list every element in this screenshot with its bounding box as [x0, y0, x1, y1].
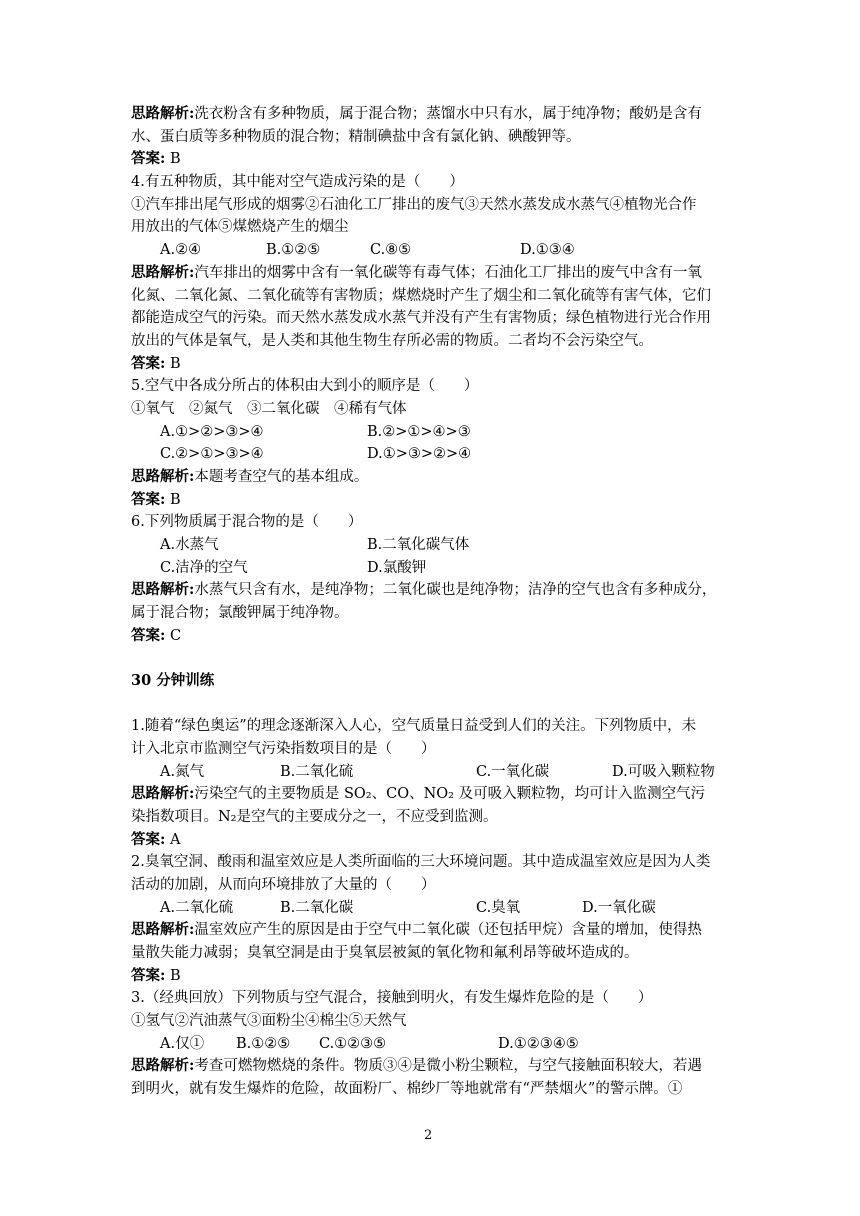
option-c: C.⑧⑤ — [370, 242, 412, 258]
question-6: 6.下列物质属于混合物的是（ ） — [131, 514, 363, 530]
text-line: 都能造成空气的污染。而天然水蒸发成水蒸气并没有产生有害物质；绿色植物进行光合作用 — [131, 310, 711, 326]
text-line: 活动的加剧，从而向环境排放了大量的（ ） — [131, 877, 436, 893]
analysis-label: 思路解析: — [131, 105, 195, 122]
analysis-label: 思路解析: — [131, 581, 195, 598]
question-1: 1.随着“绿色奥运”的理念逐渐深入人心，空气质量日益受到人们的关注。下列物质中，未 — [131, 718, 697, 734]
option-d: D.①③④ — [520, 242, 575, 258]
page-number: 2 — [424, 1128, 433, 1143]
analysis-text: 污染空气的主要物质是 SO₂、CO、NO₂ 及可吸入颗粒物，均可计入监测空气污 — [194, 786, 706, 802]
option-c: C.②>①>③>④ — [160, 446, 264, 462]
text-line: 属于混合物；氯酸钾属于纯净物。 — [131, 605, 349, 621]
text-line: 水、蛋白质等多种物质的混合物；精制碘盐中含有氯化钠、碘酸钾等。 — [131, 129, 581, 145]
question-4: 4.有五种物质，其中能对空气造成污染的是（ ） — [131, 174, 464, 190]
analysis-text: 洗衣粉含有多种物质，属于混合物；蒸馏水中只有水，属于纯净物；酸奶是含有 — [194, 106, 702, 122]
answer-label: 答案: — [131, 491, 166, 508]
answer-label: 答案: — [131, 627, 166, 644]
answer-label: 答案: — [131, 150, 166, 167]
answer-value: B — [165, 151, 181, 167]
option-b: B.二氧化碳 — [280, 900, 354, 916]
option-a: A.氮气 — [160, 764, 205, 780]
option-b: B.①②⑤ — [266, 242, 321, 258]
option-c: C.臭氧 — [476, 900, 521, 916]
answer-label: 答案: — [131, 967, 166, 984]
analysis-text: 考查可燃物燃烧的条件。物质③④是微小粉尘颗粒，与空气接触面积较大，若遇 — [194, 1058, 702, 1074]
analysis-line — [131, 262, 702, 284]
answer-label: 答案: — [131, 831, 166, 848]
answer-label: 答案: — [131, 355, 166, 372]
option-b: B.②>①>④>③ — [367, 424, 471, 440]
answer-value: B — [165, 492, 181, 508]
text-line: 化氮、二氧化氮、二氧化硫等有害物质；煤燃烧时产生了烟尘和二氧化硫等有害气体，它们 — [131, 288, 711, 304]
question-2: 2.臭氧空洞、酸雨和温室效应是人类所面临的三大环境问题。其中造成温室效应是因为人类 — [131, 854, 711, 870]
analysis-line — [131, 783, 705, 805]
answer-value: C — [165, 628, 182, 644]
analysis-label: 思路解析: — [131, 785, 195, 802]
option-d: D.可吸入颗粒物 — [612, 764, 715, 780]
text-line: 到明火，就有发生爆炸的危险，故面粉厂、棉纱厂等地就常有“严禁烟火”的警示牌。① — [131, 1081, 683, 1097]
answer-line — [131, 625, 181, 647]
answer-value: A — [165, 832, 181, 848]
text-line: ①氢气②汽油蒸气③面粉尘④棉尘⑤天然气 — [131, 1013, 407, 1029]
answer-line — [131, 148, 181, 170]
option-a: A.②④ — [160, 242, 202, 258]
text-line: 放出的气体是氧气，是人类和其他生物生存所必需的物质。二者均不会污染空气。 — [131, 333, 653, 349]
analysis-text: 水蒸气只含有水，是纯净物；二氧化碳也是纯净物；洁净的空气也含有多种成分， — [194, 582, 717, 598]
option-c: C.①②③⑤ — [319, 1036, 387, 1052]
analysis-label: 思路解析: — [131, 264, 195, 281]
text-line: 用放出的气体⑤煤燃烧产生的烟尘 — [131, 219, 349, 235]
analysis-label: 思路解析: — [131, 1057, 195, 1074]
option-c: C.洁净的空气 — [160, 560, 248, 576]
answer-line — [131, 965, 181, 987]
section-heading: 30 分钟训练 — [131, 672, 215, 689]
option-d: D.①>③>②>④ — [367, 446, 472, 462]
text-line: ①汽车排出尾气形成的烟雾②石油化工厂排出的废气③天然水蒸发成水蒸气④植物光合作 — [131, 197, 697, 213]
text-line: ①氧气 ②氮气 ③二氧化碳 ④稀有气体 — [131, 401, 407, 417]
analysis-text: 本题考查空气的基本组成。 — [194, 469, 369, 485]
option-a: A.①>②>③>④ — [160, 424, 264, 440]
option-a: A.水蒸气 — [160, 537, 219, 553]
analysis-line — [131, 919, 702, 941]
analysis-line — [131, 579, 716, 601]
analysis-line — [131, 103, 702, 125]
option-d: D.氯酸钾 — [367, 560, 427, 576]
analysis-line — [131, 466, 368, 488]
analysis-text: 汽车排出的烟雾中含有一氧化碳等有毒气体；石油化工厂排出的废气中含有一氧 — [194, 265, 702, 281]
answer-line — [131, 829, 180, 851]
option-c: C.一氧化碳 — [476, 764, 550, 780]
answer-line — [131, 353, 181, 375]
question-3: 3.（经典回放）下列物质与空气混合，接触到明火，有发生爆炸危险的是（ ） — [131, 990, 653, 1006]
option-b: B.①②⑤ — [236, 1036, 291, 1052]
option-d: D.①②③④⑤ — [498, 1036, 579, 1052]
text-line: 计入北京市监测空气污染指数项目的是（ ） — [131, 741, 436, 757]
analysis-line — [131, 1055, 702, 1077]
text-line: 染指数项目。N₂是空气的主要成分之一，不应受到监测。 — [131, 809, 498, 825]
analysis-label: 思路解析: — [131, 921, 195, 938]
answer-line — [131, 489, 181, 511]
analysis-text: 温室效应产生的原因是由于空气中二氧化碳（还包括甲烷）含量的增加，使得热 — [194, 922, 702, 938]
answer-value: B — [165, 356, 181, 372]
option-a: A.仅① — [160, 1036, 205, 1052]
option-a: A.二氧化硫 — [160, 900, 234, 916]
option-d: D.一氧化碳 — [582, 900, 656, 916]
option-b: B.二氧化碳气体 — [367, 537, 470, 553]
question-5: 5.空气中各成分所占的体积由大到小的顺序是（ ） — [131, 378, 479, 394]
option-b: B.二氧化硫 — [280, 764, 354, 780]
text-line: 量散失能力减弱；臭氧空洞是由于臭氧层被氮的氧化物和氟利昂等破坏造成的。 — [131, 945, 639, 961]
answer-value: B — [165, 968, 181, 984]
analysis-label: 思路解析: — [131, 468, 195, 485]
